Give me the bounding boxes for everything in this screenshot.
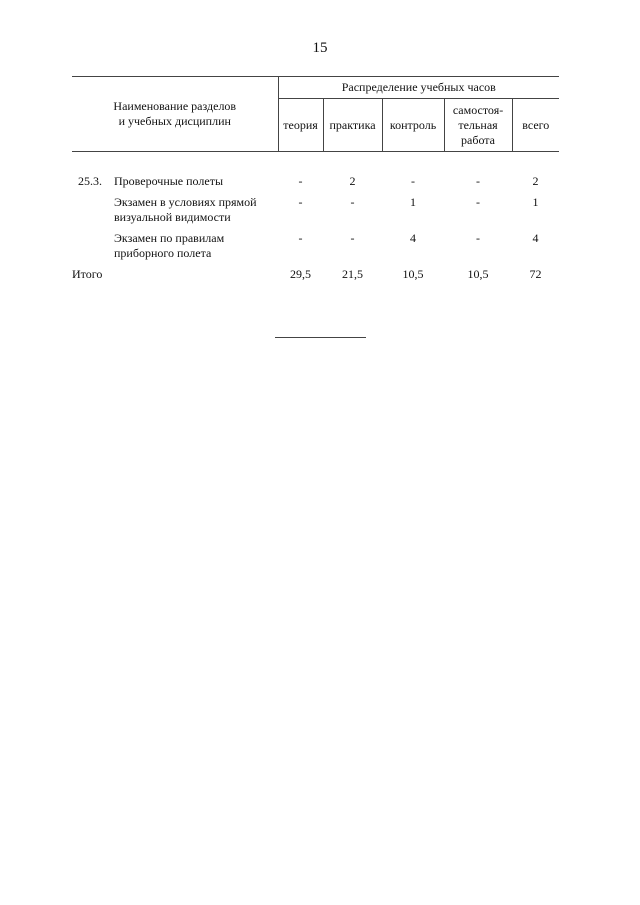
total-label: Итого [72,267,103,281]
page-number: 15 [312,40,328,56]
cell-total: 2 [532,174,539,188]
cell-practice: - [350,195,355,209]
cell-control: - [411,174,416,188]
total-theory: 29,5 [290,267,312,281]
cell-control: 1 [410,195,417,209]
cell-self-study: - [476,231,481,245]
cell-control: 4 [410,231,417,245]
header-control: контроль [382,99,444,152]
row-name: Проверочные полеты [114,174,224,188]
header-self-study [444,99,512,152]
cell-theory: - [298,231,303,245]
header-practice: практика [323,99,382,152]
row-number [72,195,114,231]
cell-self-study: - [476,195,481,209]
header-self-study-line3: работа [461,132,496,147]
row-number: 25.3. [78,174,102,188]
header-self-study-line2: тельная [458,117,498,132]
cell-theory: - [298,195,303,209]
header-total: всего [512,99,559,152]
cell-total: 4 [532,231,539,245]
header-self-study-line1: самостоя- [452,102,504,117]
total-row [72,267,559,282]
header-theory: теория [278,99,323,152]
row-name: Экзамен по правилам приборного полета [114,231,225,260]
hours-distribution-table [72,76,559,282]
total-practice: 21,5 [342,267,364,281]
row-name: Экзамен в условиях прямой визуальной видимости [114,195,257,224]
cell-practice: - [350,231,355,245]
cell-self-study: - [476,174,481,188]
total-total: 72 [529,267,542,281]
table-row [72,231,559,267]
header-name-line2: и учебных дисциплин [118,114,231,128]
total-self-study: 10,5 [467,267,489,281]
header-section-name [72,77,278,152]
row-number [72,231,114,267]
cell-theory: - [298,174,303,188]
cell-practice: 2 [349,174,356,188]
cell-total: 1 [532,195,539,209]
total-control: 10,5 [402,267,424,281]
end-rule [275,337,366,338]
table-row [72,195,559,231]
header-name-line1: Наименование разделов [113,99,237,113]
table-row [72,174,559,195]
header-distribution: Распределение учебных часов [278,77,559,99]
